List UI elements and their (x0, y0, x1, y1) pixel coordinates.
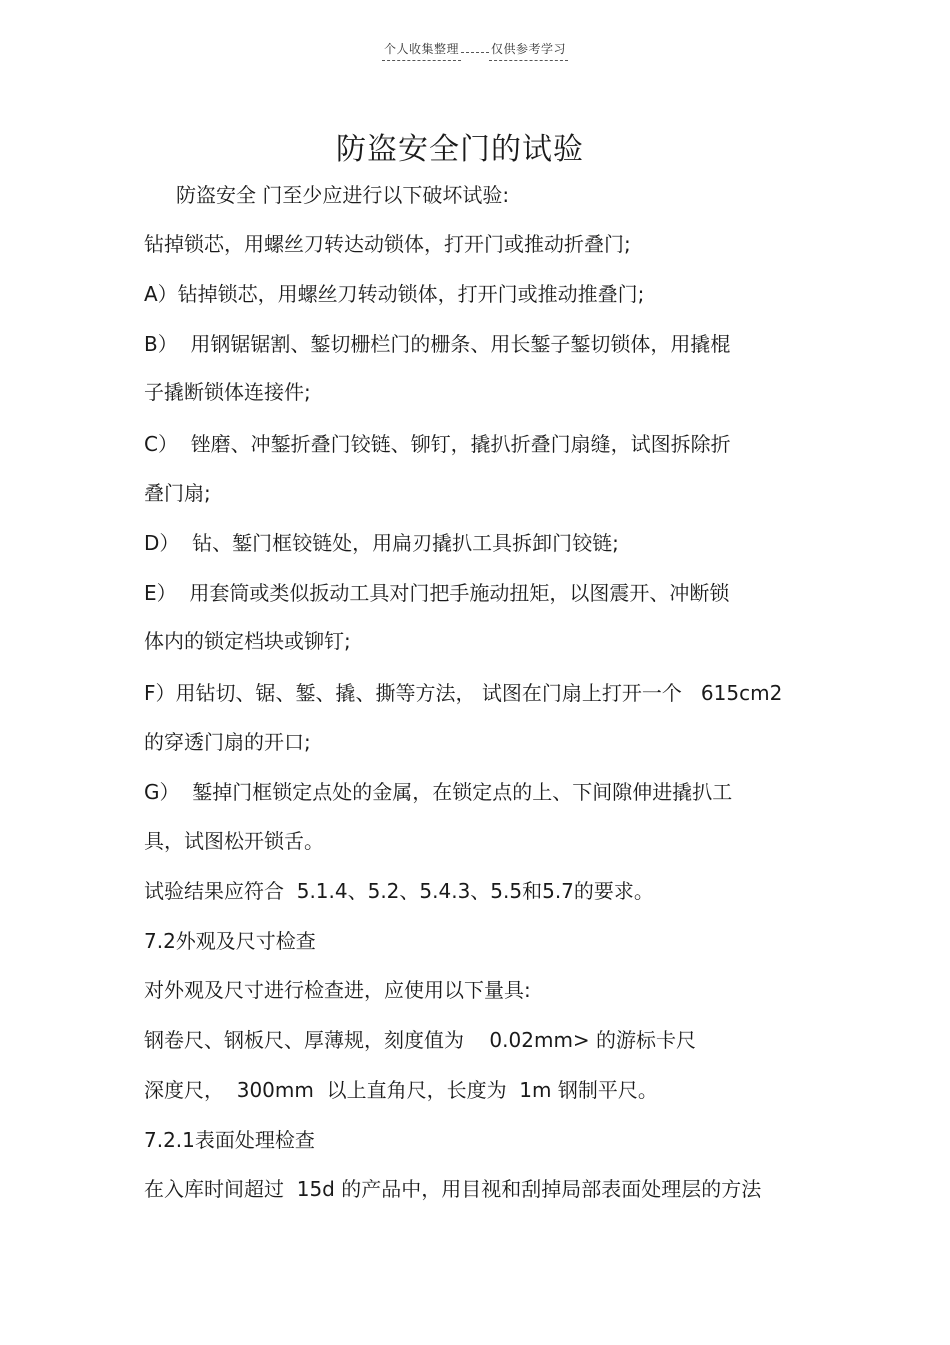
paragraph-line: 叠门扇; (144, 481, 211, 505)
header-divider (461, 49, 489, 53)
paragraph-line: 钢卷尺、钢板尺、厚薄规，刻度值为 0.02mm> 的游标卡尺 (144, 1028, 697, 1052)
section-heading: 7.2.1表面处理检查 (144, 1128, 315, 1152)
paragraph-line: 钻掉锁芯，用螺丝刀转达动锁体，打开门或推动折叠门; (144, 232, 631, 256)
paragraph-line: D） 钻、錾门框铰链处，用扁刃撬扒工具拆卸门铰链; (144, 531, 619, 555)
paragraph-line: 试验结果应符合 5.1.4、5.2、5.4.3、5.5和5.7的要求。 (144, 879, 654, 903)
paragraph-line: E） 用套筒或类似扳动工具对门把手施动扭矩，以图震开、冲断锁 (144, 581, 730, 605)
paragraph-line: 体内的锁定档块或铆钉; (144, 629, 351, 653)
paragraph-line: C） 锉磨、冲錾折叠门铰链、铆钉，撬扒折叠门扇缝，试图拆除折 (144, 432, 731, 456)
section-heading: 7.2外观及尺寸检查 (144, 929, 316, 953)
paragraph-line: 防盗安全 门至少应进行以下破坏试验: (176, 183, 510, 207)
paragraph-line: 深度尺， 300mm 以上直角尺，长度为 1m 钢制平尺。 (144, 1078, 658, 1102)
header-left-text: 个人收集整理 (382, 40, 461, 61)
header-right-text: 仅供参考学习 (489, 40, 568, 61)
paragraph-line: 在入库时间超过 15d 的产品中，用目视和刮掉局部表面处理层的方法 (144, 1177, 762, 1201)
document-title: 防盗安全门的试验 (336, 132, 584, 167)
paragraph-line: F）用钻切、锯、錾、撬、撕等方法， 试图在门扇上打开一个 615cm2 (144, 681, 783, 705)
page-header (0, 40, 950, 61)
paragraph-line: 子撬断锁体连接件; (144, 380, 311, 404)
paragraph-line: 的穿透门扇的开口; (144, 730, 311, 754)
paragraph-line: B） 用钢锯锯割、錾切栅栏门的栅条、用长錾子錾切锁体，用撬棍 (144, 332, 731, 356)
paragraph-line: G） 錾掉门框锁定点处的金属，在锁定点的上、下间隙伸进撬扒工 (144, 780, 733, 804)
paragraph-line: 对外观及尺寸进行检查进，应使用以下量具: (144, 978, 531, 1002)
paragraph-line: A）钻掉锁芯，用螺丝刀转动锁体，打开门或推动推叠门; (144, 282, 645, 306)
paragraph-line: 具，试图松开锁舌。 (144, 829, 324, 853)
